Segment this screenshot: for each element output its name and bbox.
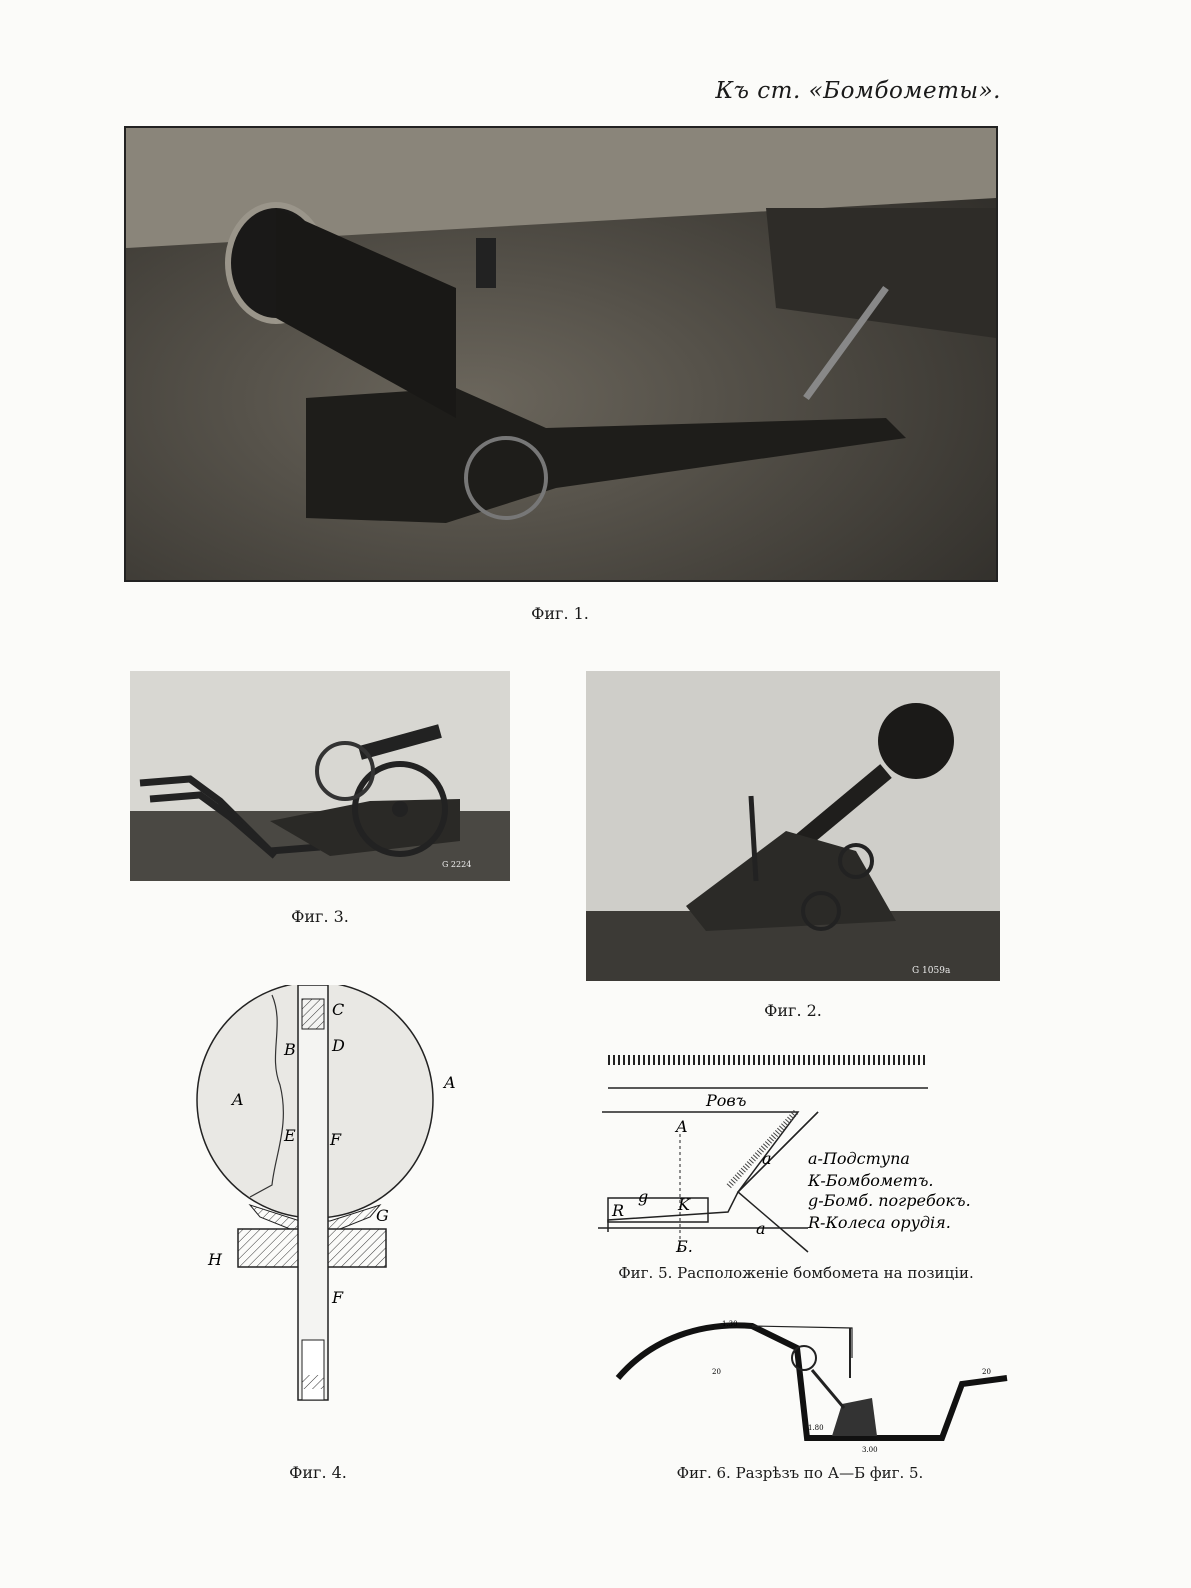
- fig2-photo: [586, 671, 1000, 981]
- fig4-label-e: E: [284, 1126, 296, 1145]
- ditch-label: Ровъ: [706, 1091, 747, 1110]
- dim-5: 3.00: [862, 1446, 878, 1454]
- legend-item-4: R-Колеса орудія.: [808, 1213, 951, 1232]
- bomb-section-drawing: [190, 985, 480, 1455]
- fig5-plan: [598, 1052, 1018, 1262]
- trench-section-drawing: [612, 1318, 1012, 1458]
- bomb-mortar-illustration: [586, 671, 1000, 981]
- fig4-label-c: C: [332, 1000, 345, 1019]
- fig2-caption: Фиг. 2.: [764, 1001, 822, 1020]
- legend-item-2: К-Бомбометъ.: [808, 1171, 934, 1190]
- fig6-section: [612, 1318, 1012, 1458]
- dim-4: 1.80: [808, 1424, 824, 1432]
- legend-item-3: g-Бомб. погребокъ.: [808, 1191, 971, 1210]
- mortar-photo-illustration: [126, 128, 996, 580]
- fig3-stamp: G 2224: [442, 860, 472, 869]
- position-plan-drawing: [598, 1052, 1018, 1262]
- fig6-caption: Фиг. 6. Разрѣзъ по А—Б фиг. 5.: [676, 1464, 924, 1482]
- fig1-caption: Фиг. 1.: [531, 604, 589, 623]
- dim-3: 20: [982, 1368, 991, 1376]
- fig4-label-d: D: [332, 1036, 345, 1055]
- fig1-photo: [124, 126, 998, 582]
- section-top-label: A: [676, 1117, 688, 1136]
- fig4-label-a-right: A: [444, 1073, 456, 1092]
- section-bottom-label: Б.: [676, 1237, 693, 1256]
- fig4-label-f-lower: F: [332, 1288, 344, 1307]
- fig2-stamp: G 1059a: [912, 966, 951, 976]
- fig4-label-h: H: [208, 1250, 222, 1269]
- mark-r: R: [612, 1201, 625, 1220]
- fig3-photo: [130, 671, 510, 881]
- legend-item-1: а-Подступа: [808, 1149, 910, 1168]
- fig4-label-b: B: [284, 1040, 296, 1059]
- dim-1: 1.30: [722, 1320, 738, 1328]
- dim-2: 20: [712, 1368, 721, 1376]
- page-header: Къ ст. «Бомбометы».: [715, 78, 1001, 104]
- mark-a1: a: [762, 1149, 772, 1168]
- fig3-caption: Фиг. 3.: [291, 907, 349, 926]
- wheeled-mortar-illustration: [130, 671, 510, 881]
- fig4-caption: Фиг. 4.: [289, 1463, 347, 1482]
- fig4-label-a-left: A: [232, 1090, 244, 1109]
- fig4-drawing: [190, 985, 480, 1455]
- fig4-label-f-upper: F: [330, 1130, 342, 1149]
- mark-g: g: [638, 1187, 649, 1206]
- mark-k: K: [678, 1195, 690, 1214]
- mark-a2: a: [756, 1219, 766, 1238]
- fig4-label-g: G: [376, 1206, 389, 1225]
- fig5-caption: Фиг. 5. Расположеніе бомбомета на позиціи.: [618, 1264, 974, 1282]
